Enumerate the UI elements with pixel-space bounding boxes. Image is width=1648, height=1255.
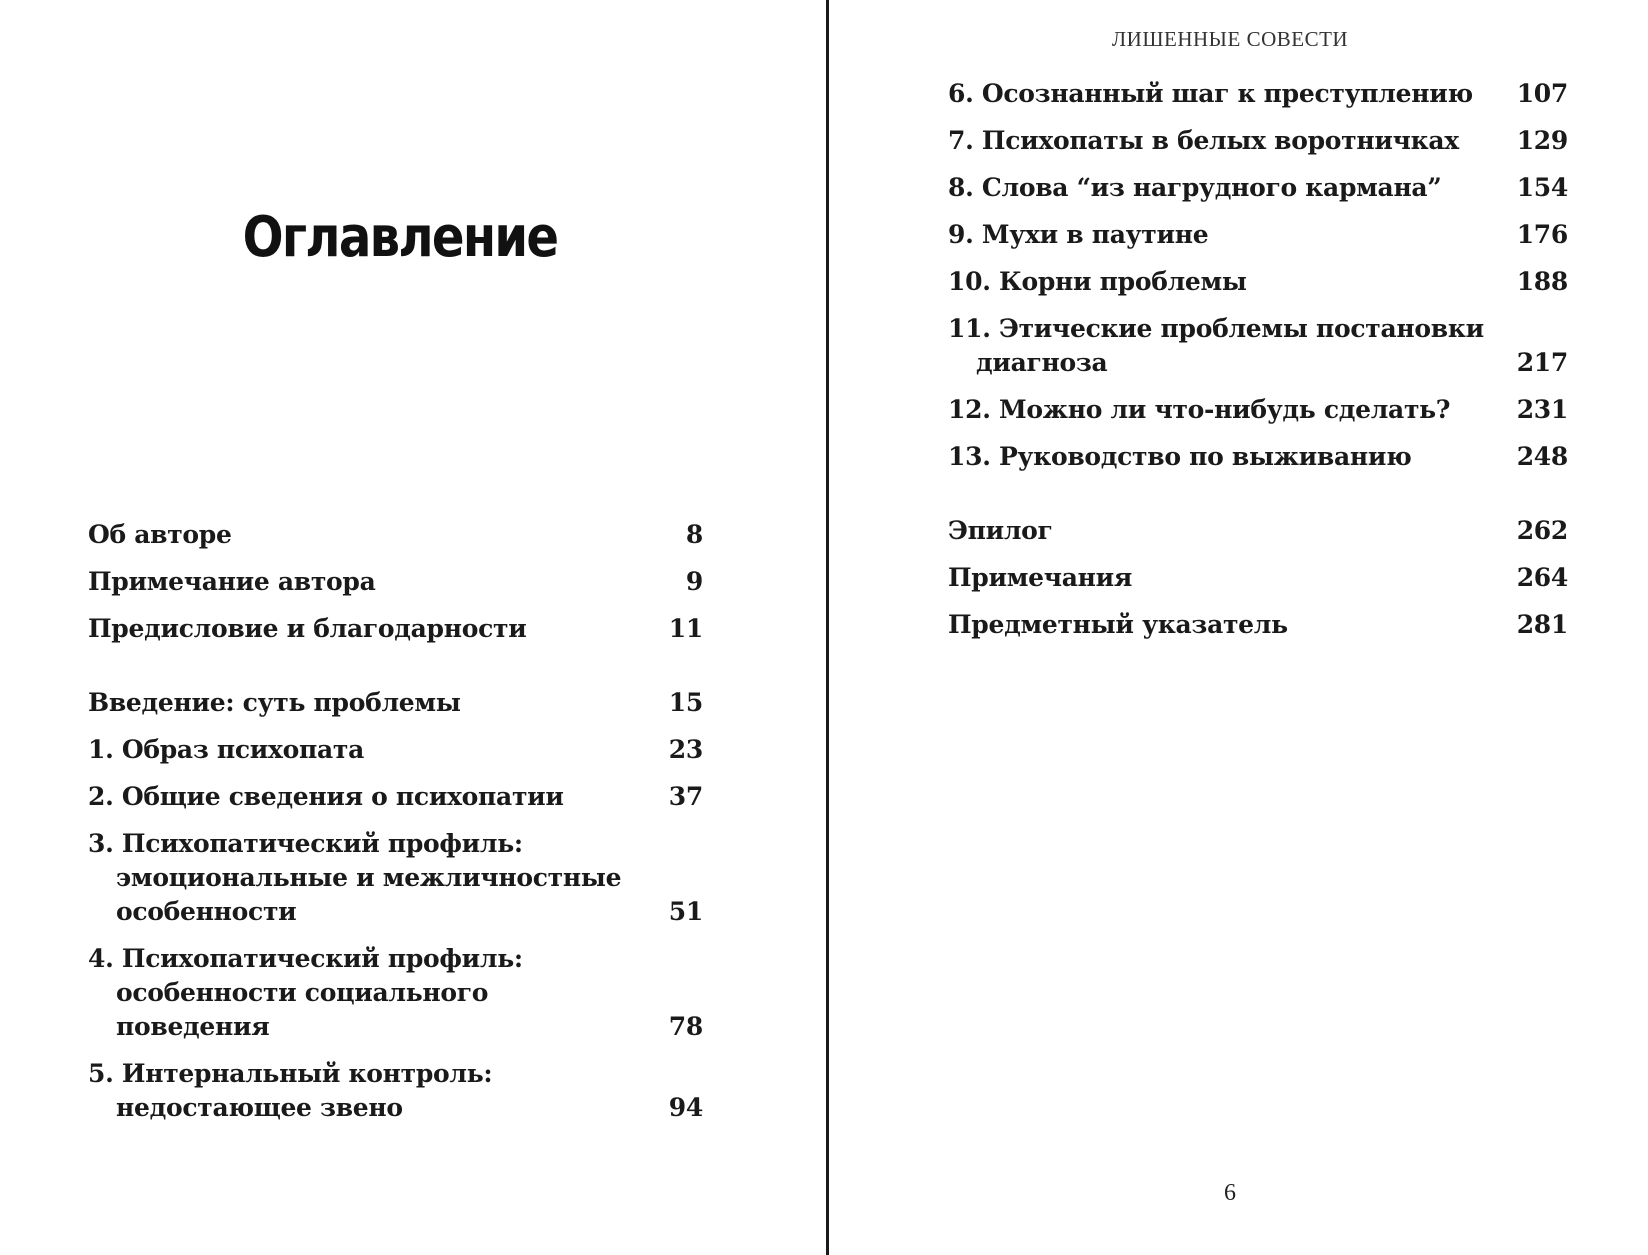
toc-entry [948, 265, 1568, 299]
toc-entry-text: 4. Психопатический профиль: особенности социального поведения [88, 944, 523, 1041]
toc-entry-page: 154 [1516, 173, 1568, 202]
running-head: ЛИШЕННЫЕ СОВЕСТИ [1111, 27, 1349, 51]
toc-entry-text: 11. Этические проблемы постановки диагноза [948, 314, 1484, 377]
toc-entry [948, 218, 1568, 252]
toc-entry-text: 10. Корни проблемы [948, 267, 1247, 296]
toc-entry [88, 686, 703, 720]
toc-entry-page: 231 [1516, 395, 1568, 424]
toc-entry-page: 264 [1516, 563, 1568, 592]
toc-entry-page: 176 [1516, 220, 1568, 249]
toc-entry [948, 514, 1568, 548]
toc-entry [88, 827, 703, 929]
toc-entry-text: 6. Осознанный шаг к преступлению [948, 79, 1473, 108]
toc-entry [948, 440, 1568, 474]
page-gutter-divider [826, 0, 829, 1255]
toc-entry-text: 8. Слова “из нагрудного кармана” [948, 173, 1442, 202]
toc-entry-page: 107 [1516, 79, 1568, 108]
toc-entry-page: 15 [668, 688, 703, 717]
toc-entry-page: 217 [1516, 348, 1568, 377]
toc-entry-text: 7. Психопаты в белых воротничках [948, 126, 1459, 155]
toc-entry-page: 281 [1516, 610, 1568, 639]
toc-entry-page: 78 [668, 1012, 703, 1041]
toc-entry-page: 9 [685, 567, 703, 596]
toc-entry-text: Предметный указатель [948, 610, 1288, 639]
toc-entry-page: 51 [668, 897, 703, 926]
toc-entry-page: 129 [1516, 126, 1568, 155]
toc-entry [88, 942, 703, 1044]
toc-entry-page: 8 [685, 520, 703, 549]
toc-entry-text: 5. Интернальный контроль: недостающее звено [88, 1059, 493, 1122]
toc-title: Оглавление [242, 205, 558, 270]
toc-entry-text: 3. Психопатический профиль: эмоциональные и межличностные особенности [88, 829, 622, 926]
toc-entry [948, 561, 1568, 595]
toc-entry [948, 608, 1568, 642]
toc-entry-text: Примечание автора [88, 567, 376, 596]
toc-entry-text: Предисловие и благодарности [88, 614, 527, 643]
toc-entry-text: Эпилог [948, 516, 1053, 545]
toc-entry-page: 23 [668, 735, 703, 764]
toc-entry-text: 2. Общие сведения о психопатии [88, 782, 564, 811]
toc-entry [948, 393, 1568, 427]
page-number: 6 [1224, 1180, 1236, 1206]
toc-entry [948, 171, 1568, 205]
toc-entry-text: 13. Руководство по выживанию [948, 442, 1412, 471]
toc-entry-page: 94 [668, 1093, 703, 1122]
toc-entry [88, 612, 703, 646]
toc-list-left [88, 518, 703, 1138]
toc-entry [948, 312, 1568, 380]
toc-entry [948, 124, 1568, 158]
toc-entry-page: 11 [668, 614, 703, 643]
toc-entry [88, 565, 703, 599]
toc-entry-text: Примечания [948, 563, 1133, 592]
toc-entry-text: 12. Можно ли что-нибудь сделать? [948, 395, 1451, 424]
toc-entry-text: Об авторе [88, 520, 232, 549]
toc-entry [88, 733, 703, 767]
toc-entry [948, 77, 1568, 111]
toc-entry-page: 248 [1516, 442, 1568, 471]
toc-entry-page: 262 [1516, 516, 1568, 545]
right-page [830, 0, 1648, 1255]
toc-entry-text: 1. Образ психопата [88, 735, 365, 764]
toc-entry-text: 9. Мухи в паутине [948, 220, 1209, 249]
toc-entry-page: 37 [668, 782, 703, 811]
toc-entry-page: 188 [1516, 267, 1568, 296]
toc-list-right [948, 77, 1568, 655]
toc-entry [88, 518, 703, 552]
toc-entry [88, 1057, 703, 1125]
toc-entry-text: Введение: суть проблемы [88, 688, 461, 717]
toc-entry [88, 780, 703, 814]
